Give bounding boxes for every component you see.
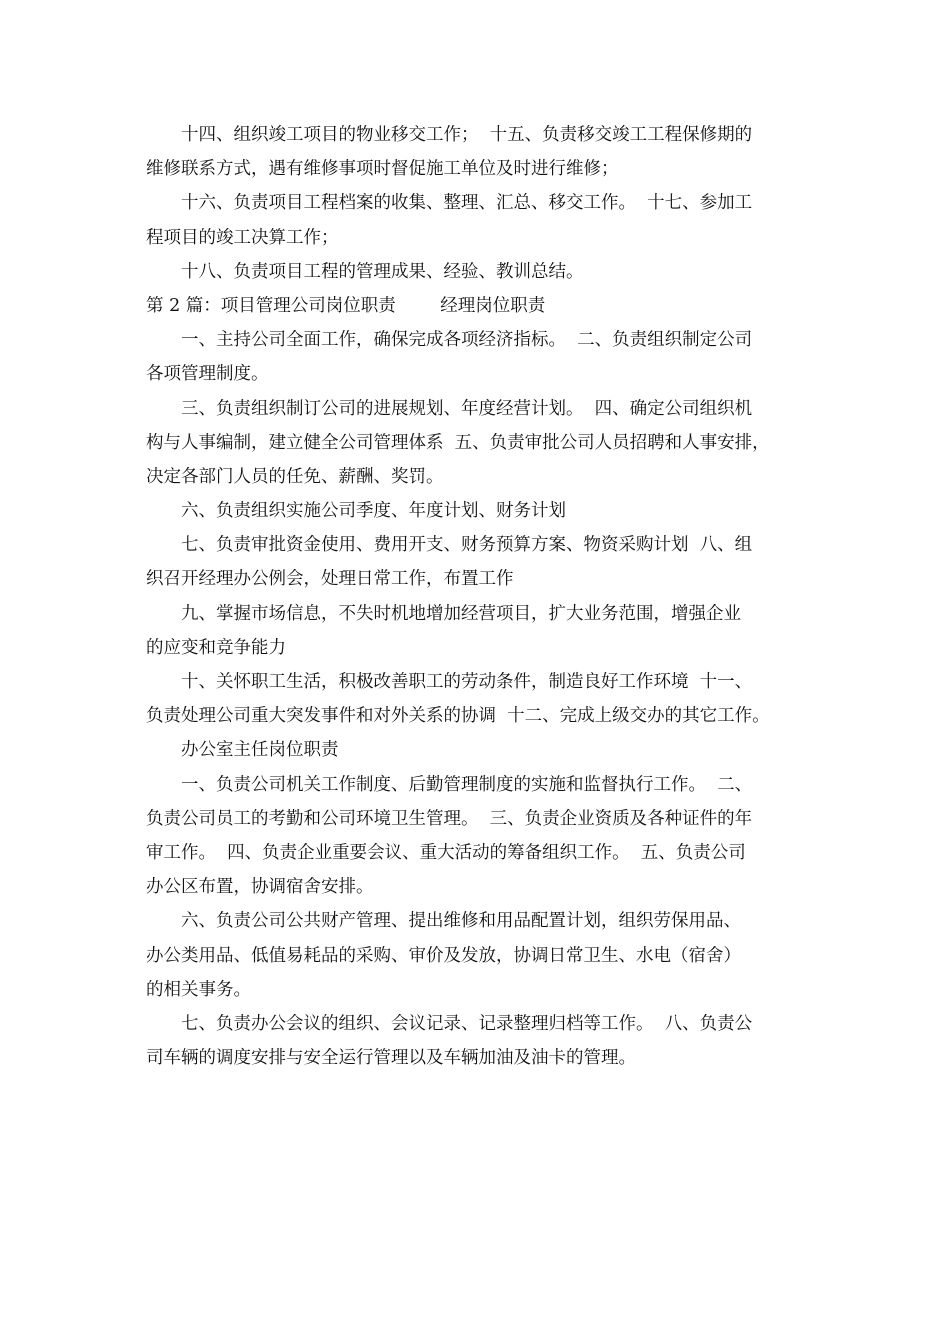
text-line: 司车辆的调度安排与安全运行管理以及车辆加油及油卡的管理。 — [146, 1048, 636, 1069]
text-line: 的应变和竞争能力 — [146, 637, 286, 658]
text-line: 构与人事编制，建立健全公司管理体系 五、负责审批公司人员招聘和人事安排， — [146, 432, 770, 453]
text-line: 负责处理公司重大突发事件和对外关系的协调 十二、完成上级交办的其它工作。 — [146, 706, 770, 727]
text-line: 十八、负责项目工程的管理成果、经验、教训总结。 — [181, 261, 584, 282]
text-line: 一、负责公司机关工作制度、后勤管理制度的实施和监督执行工作。 二、 — [181, 774, 753, 795]
text-line: 的相关事务。 — [146, 979, 251, 1000]
text-line: 一、主持公司全面工作，确保完成各项经济指标。 二、负责组织制定公司 — [181, 330, 753, 351]
text-line: 织召开经理办公例会，处理日常工作，布置工作 — [146, 569, 514, 590]
text-line: 六、负责组织实施公司季度、年度计划、财务计划 — [181, 501, 566, 522]
document-body — [146, 118, 818, 1075]
section-heading: 办公室主任岗位职责 — [181, 740, 339, 761]
text-line: 十四、组织竣工项目的物业移交工作； 十五、负责移交竣工工程保修期的 — [181, 125, 753, 145]
text-line: 办公类用品、低值易耗品的采购、审价及发放，协调日常卫生、水电（宿舍） — [146, 945, 741, 966]
text-line: 维修联系方式，遇有维修事项时督促施工单位及时进行维修； — [146, 159, 619, 180]
text-line: 决定各部门人员的任免、薪酬、奖罚。 — [146, 466, 444, 487]
text-line: 六、负责公司公共财产管理、提出维修和用品配置计划，组织劳保用品、 — [181, 911, 741, 932]
text-line: 三、负责组织制订公司的进展规划、年度经营计划。 四、确定公司组织机 — [181, 398, 753, 419]
text-line: 负责公司员工的考勤和公司环境卫生管理。 三、负责企业资质及各种证件的年 — [146, 808, 753, 829]
text-line: 审工作。 四、负责企业重要会议、重大活动的筹备组织工作。 五、负责公司 — [146, 842, 746, 863]
section-heading: 第 2 篇：项目管理公司岗位职责 经理岗位职责 — [146, 295, 546, 316]
text-line: 程项目的竣工决算工作； — [146, 227, 339, 248]
text-line: 办公区布置，协调宿舍安排。 — [146, 877, 374, 898]
text-line: 九、掌握市场信息，不失时机地增加经营项目，扩大业务范围，增强企业 — [181, 603, 741, 624]
text-line: 各项管理制度。 — [146, 364, 269, 385]
text-line: 七、负责办公会议的组织、会议记录、记录整理归档等工作。 八、负责公 — [181, 1013, 753, 1034]
text-line: 十六、负责项目工程档案的收集、整理、汇总、移交工作。 十七、参加工 — [181, 193, 753, 214]
text-line: 十、关怀职工生活，积极改善职工的劳动条件，制造良好工作环境 十一、 — [181, 672, 753, 692]
text-line: 七、负责审批资金使用、费用开支、财务预算方案、物资采购计划 八、组 — [181, 535, 753, 556]
